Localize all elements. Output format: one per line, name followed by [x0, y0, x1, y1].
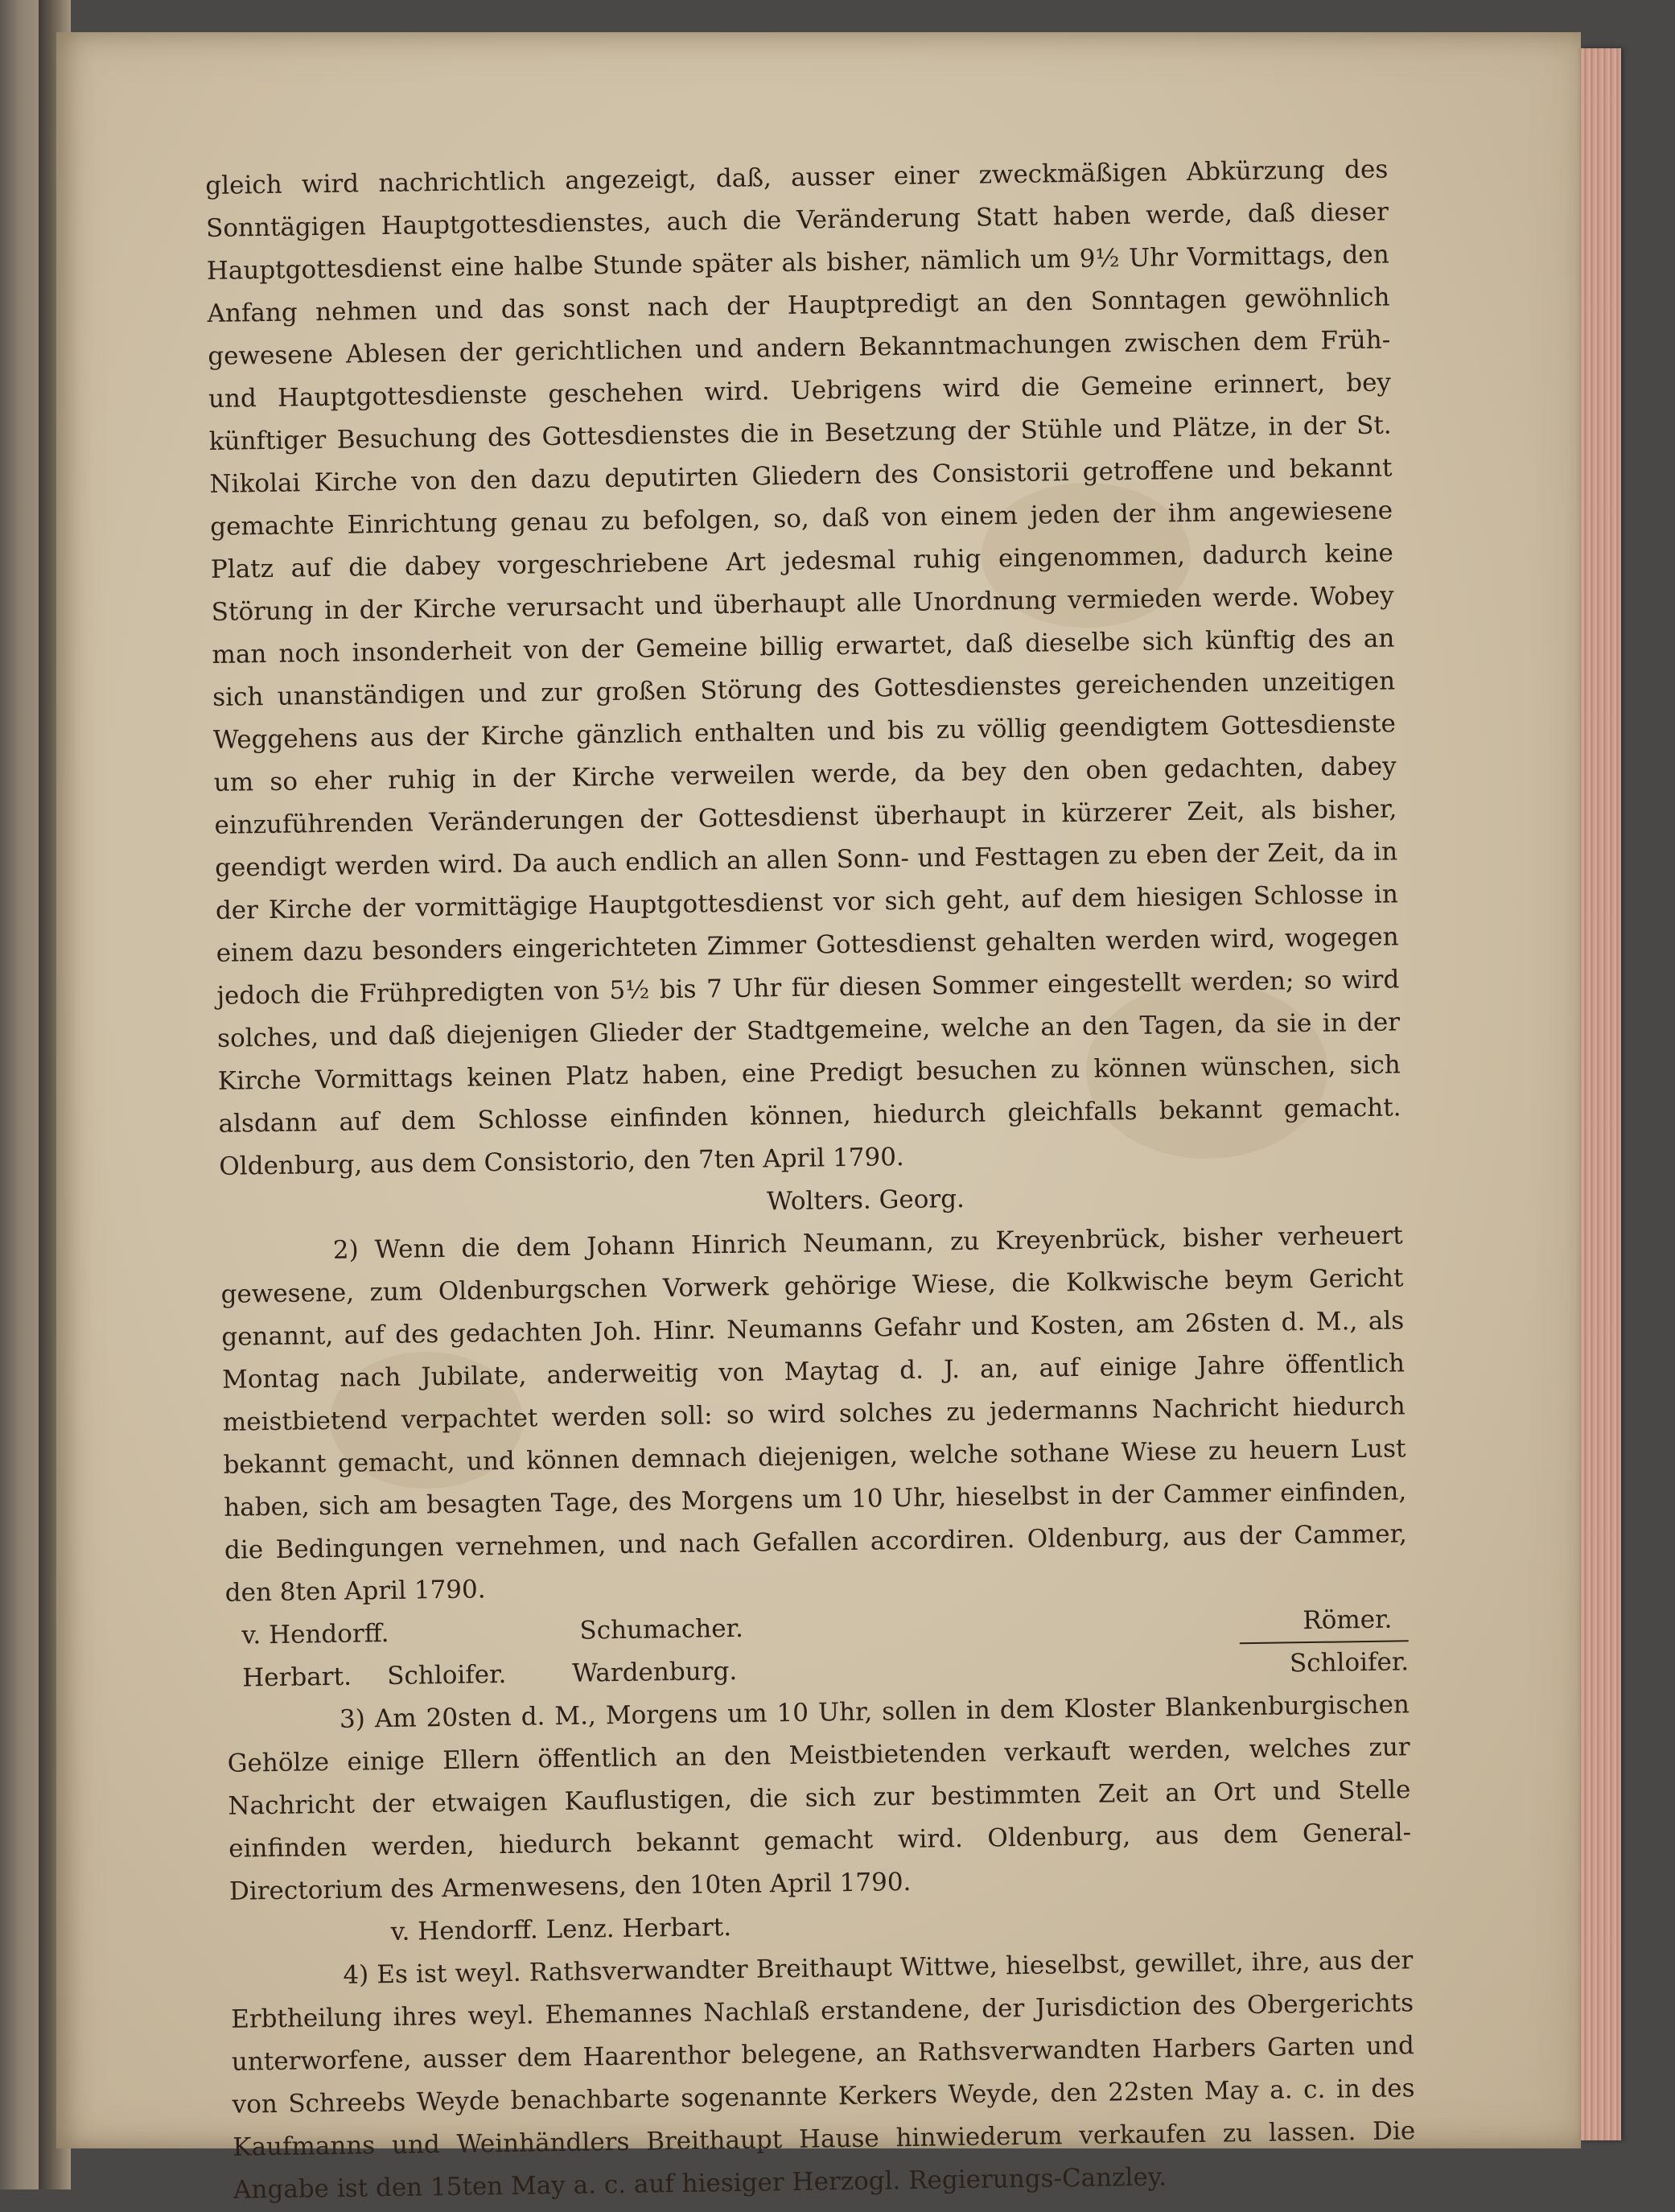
- page-edge-stack: [1581, 48, 1621, 2140]
- notice-wood-sale: [227, 1683, 1413, 1955]
- signature-roemer: Römer.: [1303, 1604, 1393, 1636]
- notice-meadow-lease-body: 2) Wenn die dem Johann Hinrich Neumann, zu Kreyenbrück, bisher verheuert gewesene, zum Oldenburgschen Vorwerk gehörige Wiese, die Kolkwische beym Gericht genannt, auf des gedachten Joh. Hinr. Neumanns Gefahr und Kosten, am 26sten d. M., als Montag nach Jubilate, anderweitig von Maytag d. J. an, auf einige Jahre öffentlich meistbietend verpachtet werden soll: so wird solches zu jedermanns Nachricht hiedurch bekannt gemacht, und können demnach diejenigen, welche sothane Wiese zu heuern Lust haben, sich am besagten Tage, des Morgens um 10 Uhr, hieselbst in der Cammer einfinden, die Bedingungen vernehmen, und nach Gefallen accordiren. Oldenburg, aus der Cammer, den 8ten April 1790.: [220, 1221, 1408, 1608]
- notice-wood-sale-body: 3) Am 20sten d. M., Morgens um 10 Uhr, sollen in dem Kloster Blankenburgischen Gehölze einige Ellern öffentlich an den Meistbietenden verkauft werden, welches zur Nachricht der etwaigen Kauflustigen, die sich zur bestimmten Zeit an Ort und Stelle einfinden werden, hiedurch bekannt gemacht wird. Oldenburg, aus dem General-Directorium des Armenwesens, den 10ten April 1790.: [227, 1690, 1412, 1906]
- signature-schloifer: Schloifer.: [386, 1659, 507, 1691]
- notice-pasture-sale-body: 4) Es ist weyl. Rathsverwandter Breithaupt Wittwe, hieselbst, gewillet, ihre, aus der Erbtheilung ihres weyl. Ehemannes Nachlaß erstandene, der Jurisdiction des Obergerichts unterworfene, ausser dem Haarenthor belegene, an Rathsverwandten Harbers Garten und von Schreebs Weyde benachbarte sogenannte Kerkers Weyde, den 22sten May a. c. in des Kaufmanns und Weinhändlers Breithaupt Hause hinwiederum verkaufen zu lassen. Die Angabe ist den 15ten May a. c. auf hiesiger Herzogl. Regierungs-Canzley.: [230, 1946, 1416, 2205]
- document-text: [205, 148, 1416, 2211]
- signature-schloifer-2: Schloifer.: [1289, 1647, 1410, 1679]
- notice-wood-sale-signature: v. Hendorff. Lenz. Herbart.: [390, 1913, 732, 1946]
- signature-herbart: Herbart.: [242, 1662, 352, 1693]
- signature-wardenburg: Wardenburg.: [571, 1656, 738, 1688]
- signature-schumacher: Schumacher.: [579, 1613, 744, 1646]
- notice-pasture-sale: [230, 1939, 1416, 2211]
- signature-hendorff: v. Hendorff.: [241, 1618, 389, 1650]
- notice-meadow-lease: [220, 1214, 1409, 1699]
- notice-consistory-body: gleich wird nachrichtlich angezeigt, daß, ausser einer zweckmäßigen Abkürzung des Sonntägigen Hauptgottesdienstes, auch die Veränderung Statt haben werde, daß dieser Hauptgottesdienst eine halbe Stunde später als bisher, nämlich um 9½ Uhr Vormittags, den Anfang nehmen und das sonst nach der Hauptpredigt an den Sonntagen gewöhnlich gewesene Ablesen der gerichtlichen und andern Bekanntmachungen zwischen dem Früh- und Hauptgottesdienste geschehen wird. Uebrigens wird die Gemeine erinnert, bey künftiger Besuchung des Gottesdienstes die in Besetzung der Stühle und Plätze, in der St. Nikolai Kirche von den dazu deputirten Gliedern des Consistorii getroffene und bekannt gemachte Einrichtung genau zu befolgen, so, daß von einem jeden der ihm angewiesene Platz auf die dabey vorgeschriebene Art jedesmal ruhig eingenommen, dadurch keine Störung in der Kirche verursacht und überhaupt alle Unordnung vermieden werde. Wobey man noch insonderheit von der Gemeine billig erwartet, daß dieselbe sich künftig des an sich unanständigen und zur großen Störung des Gottesdienstes gereichenden unzeitigen Weggehens aus der Kirche gänzlich enthalten und bis zu völlig geendigtem Gottesdienste um so eher ruhig in der Kirche verweilen werde, da bey den oben gedachten, dabey einzuführenden Veränderungen der Gottesdienst überhaupt in kürzerer Zeit, als bisher, geendigt werden wird. Da auch endlich an allen Sonn- und Festtagen zu eben der Zeit, da in der Kirche der vormittägige Hauptgottesdienst vor sich geht, auf dem hiesigen Schlosse in einem dazu besonders eingerichteten Zimmer Gottesdienst gehalten werden wird, wogegen jedoch die Frühpredigten von 5½ bis 7 Uhr für diesen Sommer eingestellt werden; so wird solches, und daß diejenigen Glieder der Stadtgemeine, welche an den Tagen, da sie in der Kirche Vormittags keinen Platz haben, eine Predigt besuchen zu können wünschen, sich alsdann auf dem Schlosse einfinden können, hiedurch gleichfalls bekannt gemacht. Oldenburg, aus dem Consistorio, den 7ten April 1790.: [205, 154, 1401, 1181]
- notice-consistory-signature: Wolters. Georg.: [766, 1184, 965, 1217]
- notice-consistory: [205, 148, 1402, 1230]
